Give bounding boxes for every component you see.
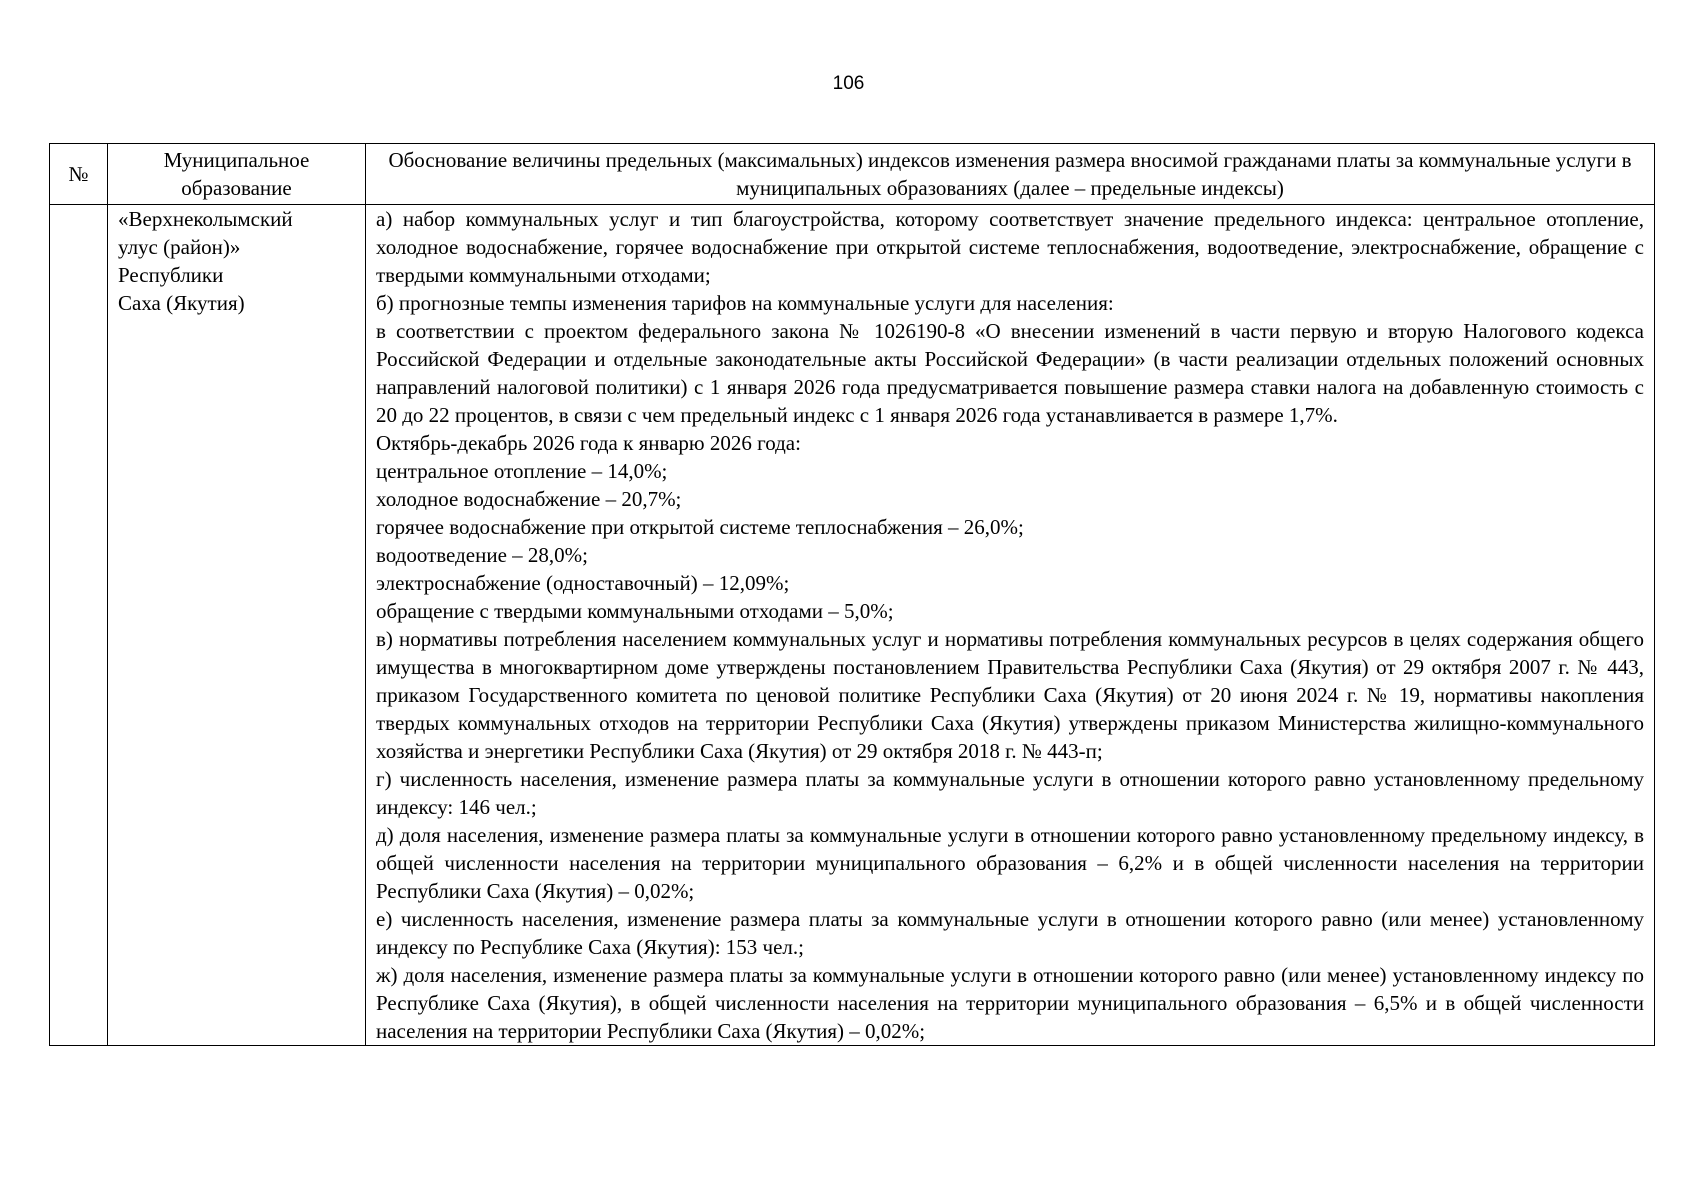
rate-heating: центральное отопление – 14,0%; (376, 459, 668, 483)
rate-cold-water: холодное водоснабжение – 20,7%; (376, 487, 682, 511)
municipality-cell (108, 205, 366, 1046)
paragraph-vat-law: в соответствии с проектом федерального закона № 1026190-8 «О внесении изменений в части первую и вторую Налогового кодекса Российской Федерации и отдельные законодательные акты Российской Федерации» (в части реализации отдельных положений основных направлений налоговой политики) с 1 января 2026 года предусматривается повышение размера ставки налога на добавленную стоимость с 20 до 22 процентов, в связи с чем предельный индекс с 1 января 2026 года устанавливается в размере 1,7%. (376, 319, 1644, 427)
justification-table (49, 143, 1655, 1046)
municipality-line: улус (район)» (118, 235, 241, 259)
rate-electricity: электроснабжение (одноставочный) – 12,09%; (376, 571, 790, 595)
page-number: 106 (832, 73, 865, 94)
paragraph-v-norms: в) нормативы потребления населением коммунальных услуг и нормативы потребления коммунальных ресурсов в целях содержания общего имущества в многоквартирном доме утверждены постановлением Правительства Республики Саха (Якутия) от 29 октября 2007 г. № 443, приказом Государственного комитета по ценовой политике Республики Саха (Якутия) от 20 июня 2024 г. № 19, нормативы накопления твердых коммунальных отходов на территории Республики Саха (Якутия) утверждены приказом Министерства жилищно-коммунального хозяйства и энергетики Республики Саха (Якутия) от 29 октября 2018 г. № 443-п; (376, 627, 1644, 763)
paragraph-g-population: г) численность населения, изменение размера платы за коммунальные услуги в отношении которого равно установленному предельному индексу: 146 чел.; (376, 767, 1644, 819)
rate-hot-water: горячее водоснабжение при открытой системе теплоснабжения – 26,0%; (376, 515, 1024, 539)
header-municipality: Муниципальное образование (108, 144, 366, 205)
municipality-line: Саха (Якутия) (118, 291, 245, 315)
header-num: № (50, 144, 108, 205)
table-row (50, 205, 1655, 1046)
paragraph-b-tariff-rates: б) прогнозные темпы изменения тарифов на коммунальные услуги для населения: (376, 291, 1114, 315)
paragraph-zh-population-share-regional: ж) доля населения, изменение размера платы за коммунальные услуги в отношении которого равно (или менее) установленному индексу по Республике Саха (Якутия), в общей численности населения на территории муниципального образования – 6,5% и в общей численности населения на территории Республики Саха (Якутия) – 0,02%; (376, 963, 1644, 1043)
header-justification: Обоснование величины предельных (максимальных) индексов изменения размера вносимой гражданами платы за коммунальные услуги в муниципальных образованиях (далее – предельные индексы) (366, 144, 1655, 205)
table-header-row (50, 144, 1655, 205)
municipality-line: «Верхнеколымский (118, 207, 293, 231)
rate-solid-waste: обращение с твердыми коммунальными отходами – 5,0%; (376, 599, 894, 623)
municipality-line: Республики (118, 263, 224, 287)
paragraph-a-service-set: а) набор коммунальных услуг и тип благоустройства, которому соответствует значение предельного индекса: центральное отопление, холодное водоснабжение, горячее водоснабжение при открытой системе теплоснабжения, водоотведение, электроснабжение, обращение с твердыми коммунальными отходами; (376, 207, 1644, 287)
paragraph-d-population-share: д) доля населения, изменение размера платы за коммунальные услуги в отношении которого равно установленному предельному индексу, в общей численности населения на территории муниципального образования – 6,2% и в общей численности населения на территории Республики Саха (Якутия) – 0,02%; (376, 823, 1644, 903)
justification-cell (366, 205, 1655, 1046)
paragraph-e-population-regional: е) численность населения, изменение размера платы за коммунальные услуги в отношении которого равно (или менее) установленному индексу по Республике Саха (Якутия): 153 чел.; (376, 907, 1644, 959)
row-num-cell (50, 205, 108, 1046)
paragraph-period: Октябрь-декабрь 2026 года к январю 2026 года: (376, 431, 801, 455)
rate-sewerage: водоотведение – 28,0%; (376, 543, 588, 567)
